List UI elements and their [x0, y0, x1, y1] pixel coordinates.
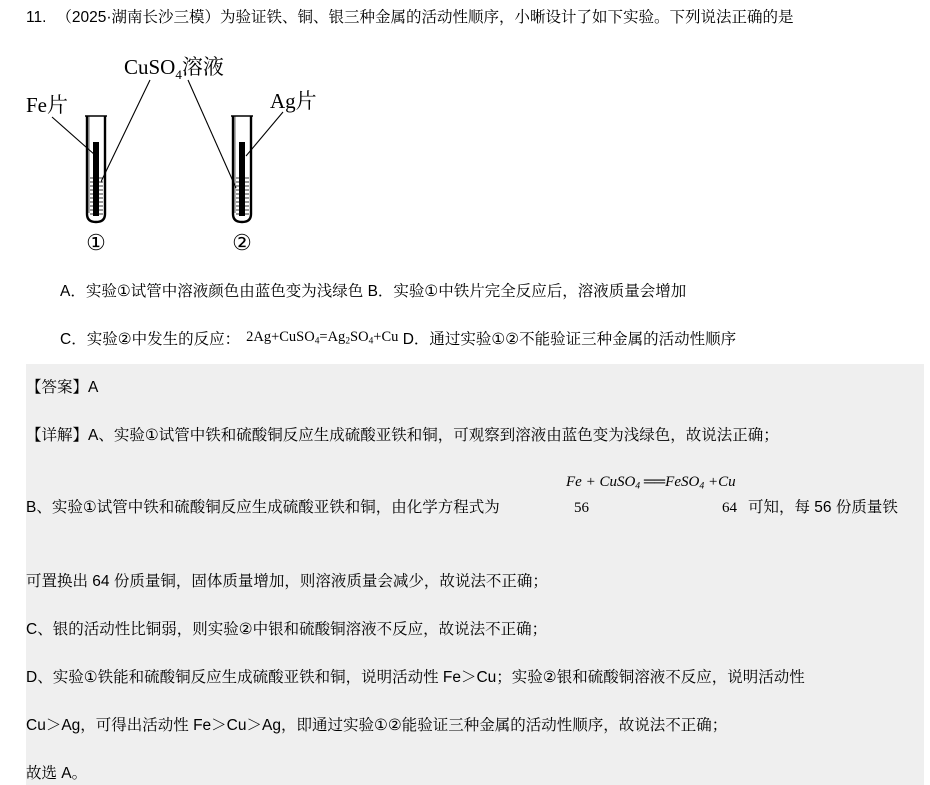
ag-plate: [239, 142, 245, 216]
test-tube-2: [231, 116, 253, 222]
tube2-number: ②: [232, 230, 252, 255]
solution-label: CuSO$_4$溶液: [124, 55, 224, 82]
ag-plate-label: Ag片: [270, 89, 317, 113]
question-text: （2025·湖南长沙三模）为验证铁、铜、银三种金属的活动性顺序，小晰设计了如下实验。下列说法正确的是: [56, 9, 794, 26]
conclusion: 故选 A。: [26, 765, 88, 782]
tube1-number: ①: [86, 230, 106, 255]
option-b: B．实验①中铁片完全反应后，溶液质量会增加: [367, 283, 687, 300]
detail-b-suffix: 可知，每 56 份质量铁: [748, 499, 898, 516]
detail-b-prefix: B、实验①试管中铁和硫酸铜反应生成硫酸亚铁和铜，由化学方程式为: [26, 499, 500, 516]
option-d: D．通过实验①②不能验证三种金属的活动性顺序: [402, 331, 737, 348]
option-a: A．实验①试管中溶液颜色由蓝色变为浅绿色: [60, 283, 364, 300]
option-c-equation: $2Ag+CuSO_4=Ag_2SO_4+Cu$: [246, 329, 399, 347]
detail-b-continued: 可置换出 64 份质量铜，固体质量增加，则溶液质量会减少，故说法不正确；: [26, 573, 548, 590]
options-row-cd: [60, 330, 736, 350]
fe-leader-line: [52, 117, 95, 155]
mass-fe: 56: [574, 500, 589, 516]
detail-d-line2: Cu＞Ag，可得出活动性 Fe＞Cu＞Ag，即通过实验①②能验证三种金属的活动性顺序，故说法不正确；: [26, 717, 728, 734]
test-tube-1: [85, 116, 107, 222]
options-row-ab: [60, 282, 686, 302]
detail-d-line1: D、实验①铁能和硫酸铜反应生成硫酸亚铁和铜，说明活动性 Fe＞Cu；实验②银和硫酸铜溶液不反应，说明活动性: [26, 669, 805, 686]
solution-leader-line-2: [188, 80, 236, 188]
experiment-diagram: [0, 0, 930, 260]
question-number: 11.: [26, 9, 47, 26]
fe-plate: [93, 142, 99, 216]
option-c-prefix: C．实验②中发生的反应：: [60, 331, 241, 348]
detail-c: C、银的活动性比铜弱，则实验②中银和硫酸铜溶液不反应，故说法不正确；: [26, 621, 548, 638]
detail-a: 【详解】A、实验①试管中铁和硫酸铜反应生成硫酸亚铁和铜，可观察到溶液由蓝色变为浅绿色，故说法正确；: [26, 427, 779, 444]
fe-plate-label: Fe片: [26, 93, 68, 117]
equation-fe-cuso4: Fe + CuSO$_4$ ══FeSO$_4$ +Cu: [566, 474, 736, 492]
mass-cu: 64: [722, 500, 737, 516]
answer-line: 【答案】A: [26, 379, 99, 396]
